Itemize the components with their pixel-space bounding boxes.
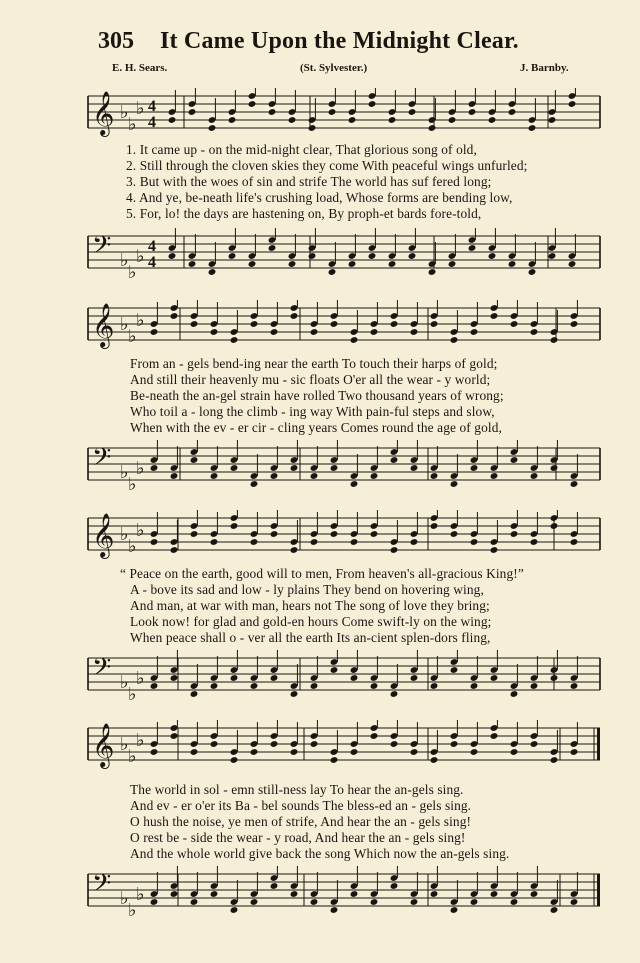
note-head (470, 682, 479, 690)
note-head (410, 674, 419, 682)
lyric-line: 2. Still through the cloven skies they come With peaceful wings unfurled; (126, 158, 528, 173)
lyric-line: When peace shall o - ver all the earth Its an-cient splen-dors fling, (130, 630, 491, 645)
note-head (330, 906, 339, 914)
note-head (408, 252, 417, 260)
flat-icon: ♭ (136, 730, 145, 751)
note-head (250, 320, 259, 328)
note-head (170, 472, 179, 480)
note-head (550, 336, 559, 344)
note-head (488, 252, 497, 260)
note-head (328, 268, 337, 276)
note-head (468, 108, 477, 116)
note-head (550, 756, 559, 764)
note-head (528, 268, 537, 276)
note-head (250, 898, 259, 906)
note-head (510, 898, 519, 906)
note-head (530, 682, 539, 690)
note-head (550, 522, 559, 530)
note-head (570, 898, 579, 906)
note-head (250, 748, 259, 756)
note-head (548, 116, 557, 124)
note-head (350, 674, 359, 682)
lyric-line: Be-neath the an-gel strain have rolled Two thousand years of wrong; (130, 388, 504, 403)
flat-icon: ♭ (136, 98, 145, 119)
lyric-line: Look now! for glad and gold-en hours Come swift-ly on the wing; (130, 614, 492, 629)
note-head (230, 464, 239, 472)
lyric-line: When with the ev - er cir - cling years Comes round the age of gold, (130, 420, 502, 435)
bass-staff-2 (0, 440, 640, 500)
note-head (308, 124, 317, 132)
note-head (430, 320, 439, 328)
note-head (310, 472, 319, 480)
flat-icon: ♭ (128, 536, 137, 557)
note-head (390, 546, 399, 554)
flat-icon: ♭ (128, 114, 137, 135)
time-signature-bottom: 4 (148, 254, 156, 271)
note-head (188, 108, 197, 116)
note-head (450, 336, 459, 344)
note-head (368, 100, 377, 108)
flat-icon: ♭ (136, 458, 145, 479)
note-head (310, 898, 319, 906)
lyric-line: 4. And ye, be-neath life's crushing load, Whose forms are bending low, (126, 190, 513, 205)
note-head (310, 328, 319, 336)
treble-staff-2 (0, 300, 640, 360)
lyric-line: “ Peace on the earth, good will to men, From heaven's all-gracious King!” (120, 566, 524, 581)
note-head (270, 882, 279, 890)
note-head (550, 906, 559, 914)
bass-staff-4 (0, 866, 640, 926)
note-head (450, 740, 459, 748)
note-head (450, 906, 459, 914)
note-head (368, 252, 377, 260)
note-head (528, 124, 537, 132)
note-head (450, 666, 459, 674)
note-head (270, 328, 279, 336)
bass-staff-3 (0, 650, 640, 710)
hymn-title: It Came Upon the Midnight Clear. (160, 28, 519, 54)
note-head (470, 898, 479, 906)
note-head (568, 260, 577, 268)
note-head (470, 748, 479, 756)
note-head (548, 252, 557, 260)
note-head (510, 530, 519, 538)
note-head (190, 530, 199, 538)
note-head (210, 472, 219, 480)
note-head (330, 320, 339, 328)
note-head (250, 682, 259, 690)
note-head (310, 682, 319, 690)
lyric-line: 5. For, lo! the days are hastening on, By proph-et bards fore-told, (126, 206, 482, 221)
note-head (450, 480, 459, 488)
note-head (190, 690, 199, 698)
note-head (290, 890, 299, 898)
lyric-line: From an - gels bend-ing near the earth To touch their harps of gold; (130, 356, 498, 371)
lyric-line: O hush the noise, ye men of strife, And hear the an - gels sing! (130, 814, 472, 829)
note-head (510, 320, 519, 328)
note-head (370, 898, 379, 906)
note-head (150, 464, 159, 472)
time-signature-top: 4 (148, 98, 156, 115)
note-head (408, 108, 417, 116)
note-head (468, 244, 477, 252)
note-head (250, 538, 259, 546)
flat-icon: ♭ (128, 900, 137, 921)
note-head (190, 898, 199, 906)
note-head (248, 260, 257, 268)
note-head (150, 682, 159, 690)
note-head (270, 530, 279, 538)
time-signature-top: 4 (148, 238, 156, 255)
note-head (410, 898, 419, 906)
note-head (530, 740, 539, 748)
note-head (388, 260, 397, 268)
note-head (230, 906, 239, 914)
flat-icon: ♭ (120, 734, 129, 755)
final-barline-thick (597, 874, 600, 906)
flat-icon: ♭ (120, 314, 129, 335)
note-head (448, 116, 457, 124)
flat-icon: ♭ (128, 326, 137, 347)
note-head (208, 124, 217, 132)
note-head (350, 480, 359, 488)
final-barline-thick (597, 728, 600, 760)
note-head (210, 740, 219, 748)
note-head (568, 100, 577, 108)
note-head (270, 472, 279, 480)
flat-icon: ♭ (136, 520, 145, 541)
note-head (170, 732, 179, 740)
note-head (430, 472, 439, 480)
note-head (170, 890, 179, 898)
note-head (470, 538, 479, 546)
note-head (390, 320, 399, 328)
note-head (188, 260, 197, 268)
note-head (228, 116, 237, 124)
treble-clef-icon: 𝄞 (92, 91, 115, 135)
flat-icon: ♭ (120, 888, 129, 909)
note-head (290, 748, 299, 756)
lyric-line: And still their heavenly mu - sic floats O'er all the wear - y world; (130, 372, 491, 387)
bass-clef-icon: 𝄢 (92, 443, 112, 478)
note-head (430, 890, 439, 898)
note-head (230, 522, 239, 530)
bass-clef-icon: 𝄢 (92, 653, 112, 688)
note-head (268, 244, 277, 252)
note-head (350, 538, 359, 546)
flat-icon: ♭ (136, 668, 145, 689)
time-signature-bottom: 4 (148, 114, 156, 131)
note-head (190, 320, 199, 328)
treble-clef-icon: 𝄞 (92, 513, 115, 557)
note-head (490, 546, 499, 554)
note-head (150, 328, 159, 336)
note-head (570, 682, 579, 690)
note-head (370, 732, 379, 740)
note-head (510, 456, 519, 464)
note-head (490, 732, 499, 740)
note-head (428, 124, 437, 132)
note-head (168, 252, 177, 260)
note-head (530, 890, 539, 898)
note-head (308, 252, 317, 260)
note-head (488, 116, 497, 124)
note-head (530, 472, 539, 480)
flat-icon: ♭ (120, 672, 129, 693)
note-head (350, 890, 359, 898)
note-head (290, 546, 299, 554)
note-head (208, 268, 217, 276)
flat-icon: ♭ (120, 250, 129, 271)
tune-name: (St. Sylvester.) (300, 62, 368, 74)
note-head (210, 328, 219, 336)
flat-icon: ♭ (136, 884, 145, 905)
note-head (570, 320, 579, 328)
lyric-line: The world in sol - emn still-ness lay To hear the an-gels sing. (130, 782, 464, 797)
flat-icon: ♭ (120, 102, 129, 123)
note-head (530, 538, 539, 546)
hymn-header (0, 28, 640, 58)
note-head (410, 328, 419, 336)
note-head (288, 260, 297, 268)
note-head (170, 674, 179, 682)
note-head (430, 756, 439, 764)
note-head (530, 328, 539, 336)
note-head (270, 674, 279, 682)
note-head (448, 260, 457, 268)
note-head (410, 538, 419, 546)
lyric-line: Who toil a - long the climb - ing way With pain-ful steps and slow, (130, 404, 495, 419)
note-head (230, 674, 239, 682)
note-head (170, 312, 179, 320)
note-head (330, 464, 339, 472)
note-head (310, 538, 319, 546)
hymn-number: 305 (98, 28, 134, 54)
note-head (410, 464, 419, 472)
note-head (170, 546, 179, 554)
note-head (490, 312, 499, 320)
note-head (230, 756, 239, 764)
flat-icon: ♭ (128, 746, 137, 767)
note-head (310, 740, 319, 748)
flat-icon: ♭ (120, 462, 129, 483)
treble-staff-3 (0, 510, 640, 570)
note-head (490, 890, 499, 898)
bass-staff-1 (0, 228, 640, 288)
note-head (168, 116, 177, 124)
flat-icon: ♭ (120, 524, 129, 545)
note-head (470, 328, 479, 336)
treble-clef-icon: 𝄞 (92, 723, 115, 767)
lyric-line: 3. But with the woes of sin and strife The world has suf fered long; (126, 174, 492, 189)
lyric-line: And ev - er o'er its Ba - bel sounds The bless-ed an - gels sing. (130, 798, 472, 813)
treble-clef-icon: 𝄞 (92, 303, 115, 347)
note-head (490, 674, 499, 682)
note-head (328, 108, 337, 116)
note-head (190, 748, 199, 756)
note-head (430, 682, 439, 690)
note-head (390, 882, 399, 890)
note-head (228, 252, 237, 260)
treble-staff-4 (0, 720, 640, 780)
note-head (270, 740, 279, 748)
note-head (268, 108, 277, 116)
note-head (288, 116, 297, 124)
note-head (350, 336, 359, 344)
note-head (508, 260, 517, 268)
lyric-line: 1. It came up - on the mid-night clear, That glorious song of old, (126, 142, 477, 157)
note-head (390, 690, 399, 698)
treble-staff-1 (0, 88, 640, 148)
note-head (510, 690, 519, 698)
note-head (210, 682, 219, 690)
note-head (290, 312, 299, 320)
flat-icon: ♭ (136, 310, 145, 331)
note-head (330, 666, 339, 674)
note-head (470, 464, 479, 472)
note-head (210, 890, 219, 898)
lyric-line: And the whole world give back the song Which now the an-gels sing. (130, 846, 510, 861)
note-head (370, 682, 379, 690)
lyric-line: And man, at war with man, hears not The song of love they bring; (130, 598, 490, 613)
note-head (290, 464, 299, 472)
note-head (210, 538, 219, 546)
bass-clef-icon: 𝄢 (92, 231, 112, 266)
note-head (330, 756, 339, 764)
hymn-credits (0, 62, 640, 78)
lyric-line: A - bove its sad and low - ly plains They bend on hovering wing, (130, 582, 484, 597)
note-head (428, 268, 437, 276)
composer-credit: J. Barnby. (520, 62, 569, 74)
note-head (510, 748, 519, 756)
note-head (550, 464, 559, 472)
note-head (190, 456, 199, 464)
note-head (430, 522, 439, 530)
note-head (330, 530, 339, 538)
note-head (150, 898, 159, 906)
note-head (570, 538, 579, 546)
flat-icon: ♭ (136, 246, 145, 267)
note-head (490, 472, 499, 480)
note-head (150, 538, 159, 546)
flat-icon: ♭ (128, 262, 137, 283)
note-head (150, 748, 159, 756)
note-head (230, 336, 239, 344)
note-head (348, 260, 357, 268)
note-head (248, 100, 257, 108)
note-head (570, 480, 579, 488)
note-head (508, 108, 517, 116)
author-credit: E. H. Sears. (112, 62, 168, 74)
note-head (290, 690, 299, 698)
note-head (388, 116, 397, 124)
note-head (570, 748, 579, 756)
note-head (450, 530, 459, 538)
note-head (370, 472, 379, 480)
note-head (250, 480, 259, 488)
note-head (410, 748, 419, 756)
lyric-line: O rest be - side the wear - y road, And hear the an - gels sing! (130, 830, 466, 845)
flat-icon: ♭ (128, 474, 137, 495)
bass-clef-icon: 𝄢 (92, 869, 112, 904)
note-head (390, 456, 399, 464)
note-head (348, 116, 357, 124)
note-head (370, 530, 379, 538)
note-head (390, 740, 399, 748)
note-head (550, 674, 559, 682)
note-head (350, 748, 359, 756)
flat-icon: ♭ (128, 684, 137, 705)
note-head (370, 328, 379, 336)
